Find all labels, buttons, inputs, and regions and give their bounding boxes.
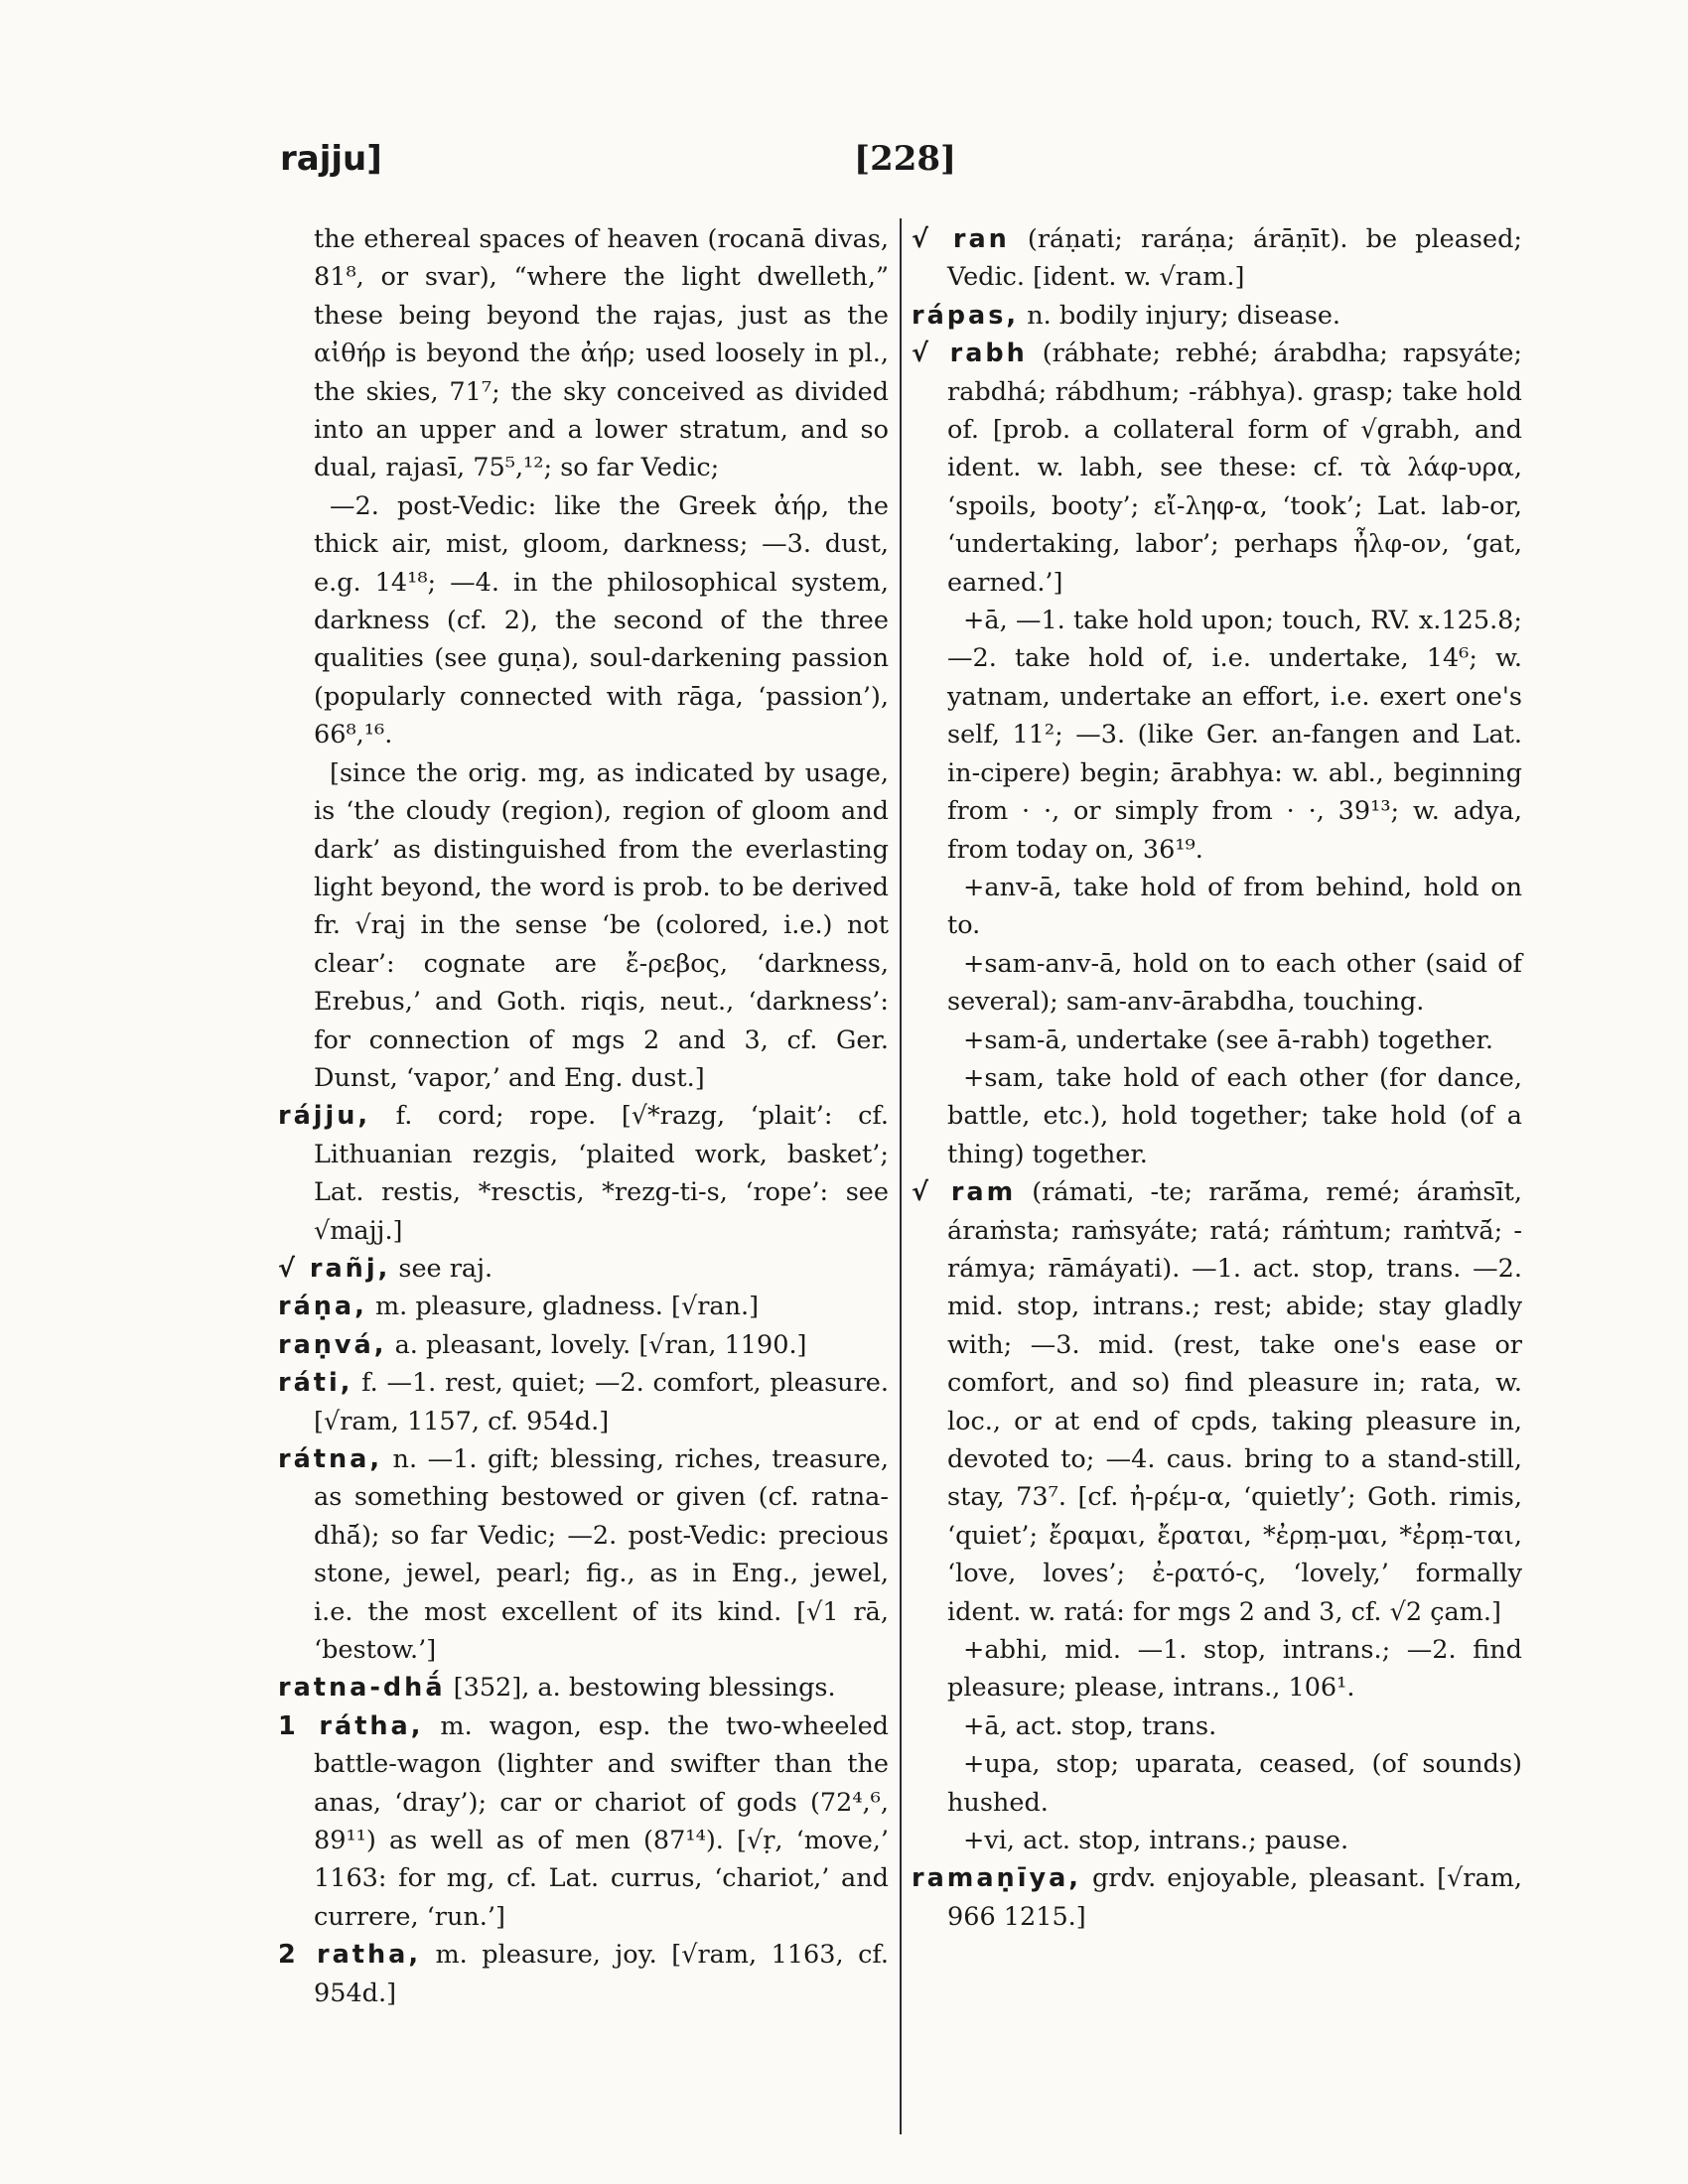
entry-ratna: rátna, n. —1. gift; blessing, riches, treasure, as something bestowed or given (cf. ratna-dhā́); so far Vedic; —2. post-Vedic: precious stone, jewel, pearl; fig., as in Eng., jewel, i.e. the most excellent of its kind. [√1 rā, ‘bestow.’] bbox=[278, 1444, 889, 1666]
page-header bbox=[280, 139, 1460, 189]
entry-rabh: √ rabh (rábhate; rebhé; árabdha; rapsyáte; rabdhá; rábdhum; -rábhya). grasp; take hold of. [prob. a collateral form of √grabh, and ident. w. labh, see these: cf. τὰ λάφ-υρα, ‘spoils, booty’; εἴ-ληφ-α, ‘took’; Lat. lab-or, ‘undertaking, labor’; perhaps ἦλφ-ον, ‘gat, earned.’] bbox=[912, 339, 1523, 598]
rajas-etymology: [since the orig. mg, as indicated by usage, is ‘the cloudy (region), region of gloom and dark’ as distinguished from the everlasting light beyond, the word is prob. to be derived fr. √raj in the sense ‘be (colored, i.e.) not clear’: cognate are ἔ-ρεβος, ‘darkness, Erebus,’ and Goth. riqis, neut., ‘darkness’: for connection of mgs 2 and 3, cf. Ger. Dunst, ‘vapor,’ and Eng. dust.] bbox=[314, 757, 889, 1093]
entry-rati: ráti, f. —1. rest, quiet; —2. comfort, pleasure. [√ram, 1157, cf. 954d.] bbox=[278, 1368, 889, 1436]
entry-ratha-2: 2 ratha, m. pleasure, joy. [√ram, 1163, cf. 954d.] bbox=[278, 1940, 889, 2008]
sub-ram-upa: +upa, stop; uparata, ceased, (of sounds) hushed. bbox=[947, 1749, 1522, 1818]
running-headword: rajju] bbox=[280, 139, 382, 179]
entry-ratha-1: 1 rátha, m. wagon, esp. the two-wheeled battle-wagon (lighter and swifter than the anas, ‘dray’); car or chariot of gods (72⁴,⁶, 89¹¹) as well as of men (87¹⁴). [√ṛ, ‘move,’ 1163: for mg, cf. Lat. currus, ‘chariot,’ and currere, ‘run.’] bbox=[278, 1710, 889, 1932]
entry-ranj: √ rañj, see raj. bbox=[278, 1253, 493, 1284]
page-number: [228] bbox=[854, 139, 957, 179]
sub-ram-abhi: +abhi, mid. —1. stop, intrans.; —2. find pleasure; please, intrans., 106¹. bbox=[947, 1635, 1522, 1704]
entry-ram: √ ram (rámati, -te; rarā́ma, remé; áraṁsīt, áraṁsta; raṁsyáte; ratá; ráṁtum; raṁtvā́; -rámya; rāmáyati). —1. act. stop, trans. —2. mid. stop, intrans.; rest; abide; stay gladly with; —3. mid. (rest, take one's ease or comfort, and so) find pleasure in; rata, w. loc., or at end of cpds, taking pleasure in, devoted to; —4. caus. bring to a stand-still, stay, 73⁷. [cf. ἠ-ρέμ-α, ‘quietly’; Goth. rimis, ‘quiet’; ἔραμαι, ἔραται, *ἐρṃ-μαι, *ἐρṃ-ται, ‘love, loves’; ἐ-ρατό-ς, ‘lovely,’ formally ident. w. ratá: for mgs 2 and 3, cf. √2 çam.] bbox=[912, 1177, 1522, 1627]
sub-ram-a: +ā, act. stop, trans. bbox=[963, 1710, 1217, 1741]
column-divider bbox=[900, 218, 902, 2134]
entry-rana: ráṇa, m. pleasure, gladness. [√ran.] bbox=[278, 1292, 760, 1322]
sub-ram-vi: +vi, act. stop, intrans.; pause. bbox=[963, 1826, 1349, 1856]
sub-rabh-sam-anv-a: +sam-anv-ā, hold on to each other (said of several); sam-anv-ārabdha, touching. bbox=[947, 948, 1522, 1018]
rajas-continuation-2: —2. post-Vedic: like the Greek ἀήρ, the thick air, mist, gloom, darkness; —3. dust, e.g. 14¹⁸; —4. in the philosophical system, darkness (cf. 2), the second of the three qualities (see guṇa), soul-darkening passion (popularly connected with rāga, ‘passion’), 66⁸,¹⁶. bbox=[314, 490, 889, 751]
entry-ratna-dha: ratna-dhā́ [352], a. bestowing blessings. bbox=[278, 1673, 836, 1704]
sub-rabh-sam: +sam, take hold of each other (for dance, battle, etc.), hold together; take hold (of a thing) together. bbox=[947, 1062, 1522, 1169]
entry-ranva: raṇvá, a. pleasant, lovely. [√ran, 1190.] bbox=[278, 1329, 807, 1360]
entry-rapas: rápas, n. bodily injury; disease. bbox=[912, 300, 1341, 331]
sub-rabh-a: +ā, —1. take hold upon; touch, RV. x.125.8; —2. take hold of, i.e. undertake, 14⁶; w. yatnam, undertake an effort, i.e. exert one's self, 11²; —3. (like Ger. an-fangen and Lat. in-cipere) begin; ārabhya: w. abl., beginning from · ·, or simply from · ·, 39¹³; w. adya, from today on, 36¹⁹. bbox=[947, 606, 1522, 865]
left-column bbox=[278, 220, 889, 2012]
sub-rabh-sam-a: +sam-ā, undertake (see ā-rabh) together. bbox=[963, 1024, 1494, 1055]
entry-ran: √ ran (ráṇati; raráṇa; árāṇīt). be pleased; Vedic. [ident. w. √ram.] bbox=[912, 224, 1522, 293]
rajas-continuation-1: the ethereal spaces of heaven (rocanā divas, 81⁸, or svar), “where the light dwelleth,” these being beyond the rajas, just as the αἰθήρ is beyond the ἀήρ; used loosely in pl., the skies, 71⁷; the sky conceived as divided into an upper and a lower stratum, and so dual, rajasī, 75⁵,¹²; so far Vedic; bbox=[314, 224, 889, 483]
sub-rabh-anv-a: +anv-ā, take hold of from behind, hold on to. bbox=[947, 872, 1522, 941]
entry-rajju: rájju, f. cord; rope. [√*razg, ‘plait’: cf. Lithuanian rezgis, ‘plaited work, basket’; Lat. restis, *resctis, *rezg-ti-s, ‘rope’: see √majj.] bbox=[278, 1101, 889, 1246]
right-column bbox=[912, 220, 1522, 1936]
entry-ramaniya: ramaṇīya, grdv. enjoyable, pleasant. [√ram, 966 1215.] bbox=[912, 1863, 1522, 1932]
